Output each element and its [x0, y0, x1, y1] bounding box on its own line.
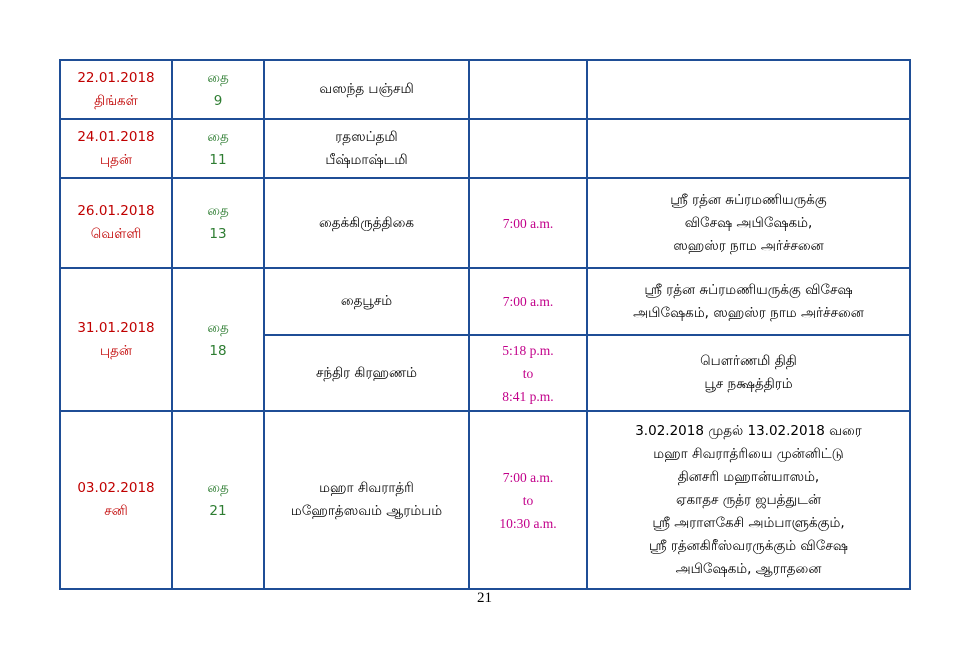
details-cell-line: ஸ்ரீ ரத்ன சுப்ரமணியருக்கு	[670, 191, 827, 208]
time-cell-line: 8:41 p.m.	[502, 388, 554, 404]
festival-schedule-table	[59, 59, 911, 590]
details-cell-line: அபிஷேகம், ஸஹஸ்ர நாம அர்ச்சனை	[633, 304, 864, 321]
table-row	[60, 178, 910, 268]
tamil-date-cell	[172, 411, 264, 589]
time-cell-line: 10:30 a.m.	[499, 515, 557, 531]
event-name-cell-line: ரதஸப்தமி	[335, 128, 398, 145]
tamil-date-cell-line: 9	[213, 92, 223, 109]
tamil-date-cell-line: தை	[207, 480, 229, 496]
date-cell-line: புதன்	[100, 342, 132, 359]
tamil-date-cell	[172, 119, 264, 178]
tamil-date-cell	[172, 268, 264, 411]
details-cell-line: தினசரி மஹான்யாஸம்,	[677, 468, 820, 485]
details-cell-line: பூச நக்ஷத்திரம்	[704, 376, 793, 392]
event-name-cell-line: தைபூசம்	[340, 293, 393, 309]
time-cell-line: to	[522, 492, 534, 508]
details-cell	[587, 178, 910, 268]
time-cell	[469, 119, 587, 178]
event-name-cell-line: மஹோத்ஸவம் ஆரம்பம்	[290, 503, 443, 519]
details-cell	[587, 335, 910, 411]
date-cell-line: 24.01.2018	[77, 128, 155, 145]
event-name-cell-line: சந்திர கிரஹணம்	[315, 364, 418, 381]
table-row	[60, 119, 910, 178]
details-cell-line: 3.02.2018 முதல் 13.02.2018 வரை	[635, 422, 862, 439]
details-cell	[587, 119, 910, 178]
details-cell	[587, 411, 910, 589]
date-cell-line: 22.01.2018	[77, 69, 155, 86]
table-row	[60, 411, 910, 589]
tamil-date-cell-line: 21	[209, 503, 227, 519]
date-cell-line: புதன்	[100, 151, 132, 168]
date-cell-line: வெள்ளி	[90, 226, 142, 242]
time-cell	[469, 335, 587, 411]
tamil-date-cell-line: தை	[207, 203, 229, 219]
details-cell-line: விசேஷ அபிஷேகம்,	[684, 214, 813, 231]
time-cell-line: 5:18 p.m.	[502, 342, 554, 358]
tamil-date-cell	[172, 178, 264, 268]
details-cell-line: ஏகாதச ருத்ர ஜபத்துடன்	[676, 491, 821, 508]
date-cell	[60, 119, 172, 178]
event-name-cell	[264, 178, 469, 268]
time-cell-line: 7:00 a.m.	[502, 469, 554, 485]
time-cell-line: to	[522, 365, 534, 381]
event-name-cell	[264, 411, 469, 589]
time-cell	[469, 268, 587, 335]
details-cell-line: ஸஹஸ்ர நாம அர்ச்சனை	[673, 237, 824, 254]
date-cell	[60, 178, 172, 268]
event-name-cell	[264, 119, 469, 178]
event-name-cell	[264, 268, 469, 335]
table-row	[60, 60, 910, 119]
tamil-date-cell-line: 11	[209, 151, 227, 168]
event-name-cell-line: பீஷ்மாஷ்டமி	[325, 151, 408, 168]
event-name-cell	[264, 60, 469, 119]
details-cell-line: ஸ்ரீ ரத்ன சுப்ரமணியருக்கு விசேஷ	[644, 281, 853, 298]
event-name-cell	[264, 335, 469, 411]
date-cell-line: 31.01.2018	[77, 319, 155, 336]
details-cell	[587, 60, 910, 119]
tamil-date-cell	[172, 60, 264, 119]
date-cell	[60, 60, 172, 119]
tamil-date-cell-line: தை	[207, 128, 229, 145]
tamil-date-cell-line: தை	[207, 319, 229, 336]
tamil-date-cell-line: 13	[209, 226, 227, 242]
date-cell	[60, 411, 172, 589]
tamil-date-cell-line: தை	[207, 69, 229, 86]
date-cell-line: 03.02.2018	[77, 480, 155, 496]
event-name-cell-line: மஹா சிவராத்ரி	[319, 480, 414, 496]
table-row	[60, 268, 910, 335]
time-cell	[469, 60, 587, 119]
time-cell-line: 7:00 a.m.	[502, 215, 554, 231]
tamil-date-cell-line: 18	[209, 342, 227, 359]
time-cell-line: 7:00 a.m.	[502, 294, 554, 309]
details-cell-line: அபிஷேகம், ஆராதனை	[675, 560, 822, 577]
details-cell-line: ஸ்ரீ ரத்னகிரீஸ்வரருக்கும் விசேஷ	[649, 537, 848, 554]
time-cell	[469, 178, 587, 268]
date-cell-line: சனி	[104, 503, 128, 519]
details-cell-line: பௌர்ணமி திதி	[700, 353, 797, 369]
schedule-body	[60, 60, 910, 589]
details-cell-line: ஸ்ரீ அராளகேசி அம்பாளுக்கும்,	[652, 514, 845, 531]
time-cell	[469, 411, 587, 589]
page-number: 21	[477, 590, 492, 606]
details-cell-line: மஹா சிவராத்ரியை முன்னிட்டு	[653, 445, 844, 462]
date-cell	[60, 268, 172, 411]
details-cell	[587, 268, 910, 335]
date-cell-line: 26.01.2018	[77, 203, 155, 219]
event-name-cell-line: வஸந்த பஞ்சமி	[319, 81, 414, 97]
date-cell-line: திங்கள்	[94, 92, 138, 109]
event-name-cell-line: தைக்கிருத்திகை	[318, 214, 415, 231]
